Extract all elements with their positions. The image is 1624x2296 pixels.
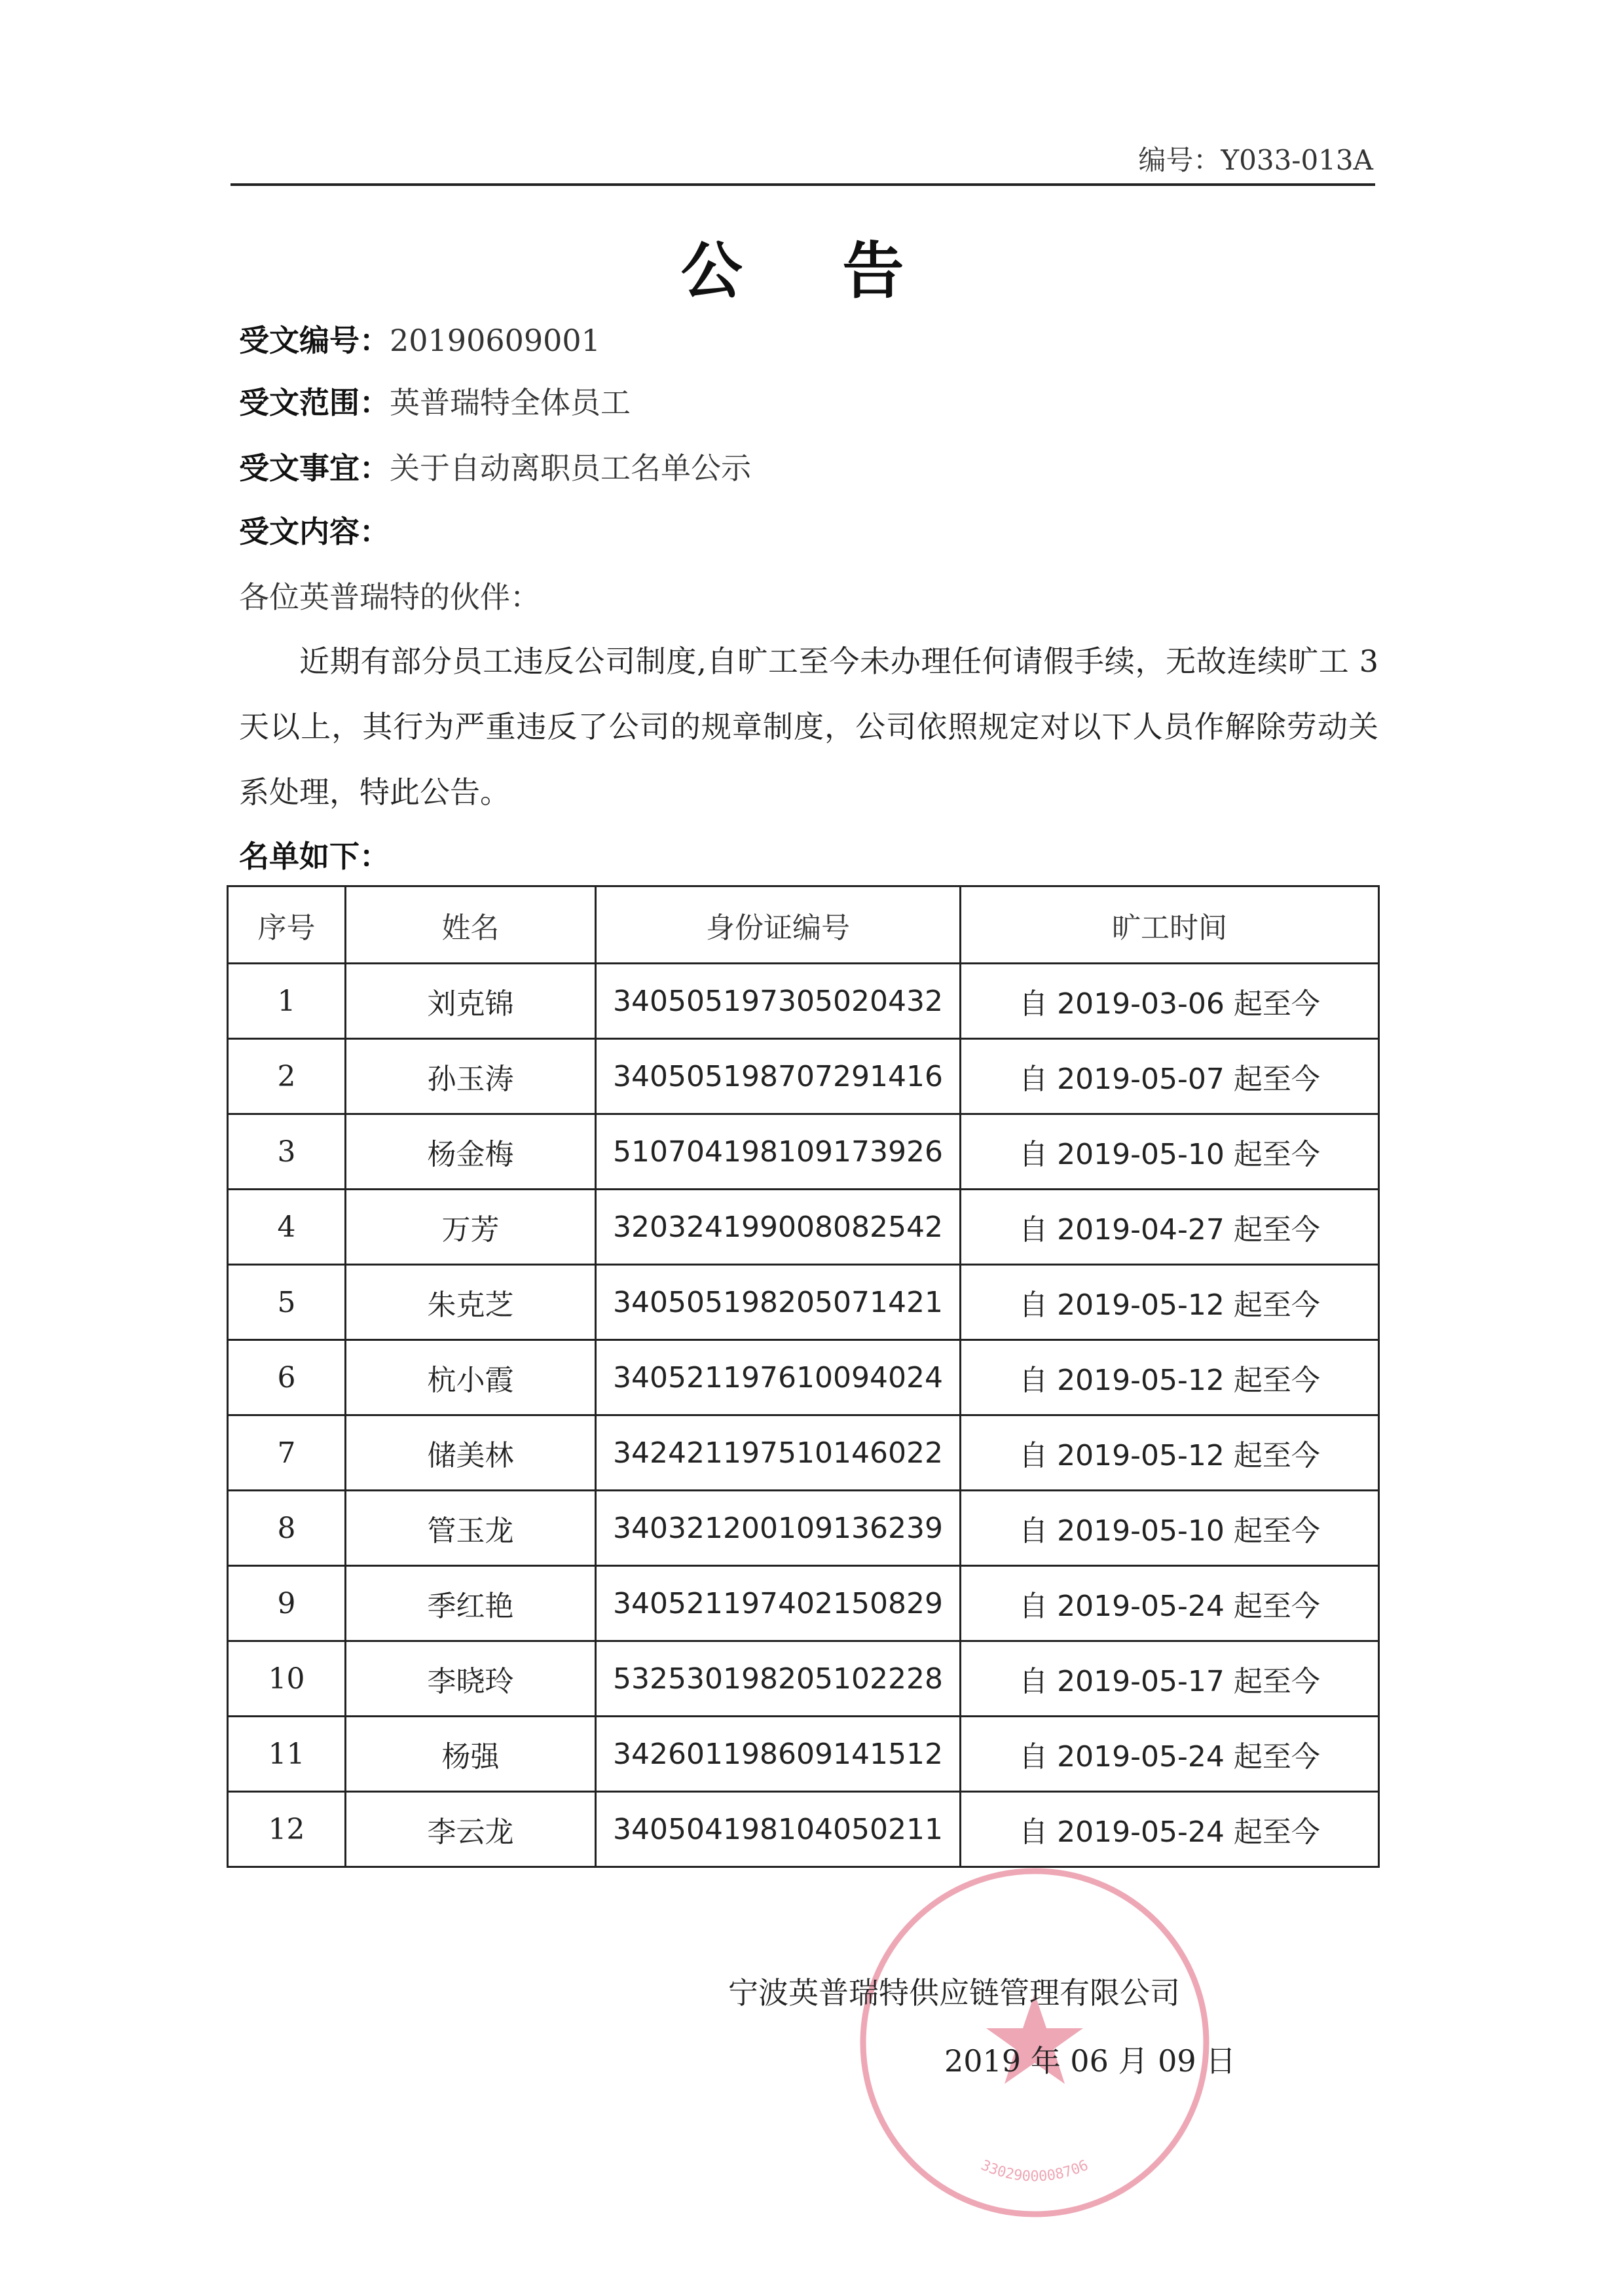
salutation: 各位英普瑞特的伙伴： [239,579,540,615]
row-index-cell: 11 [228,1717,346,1792]
name-cell: 杭小霞 [346,1340,596,1415]
id-cell: 340505198205071421 [596,1265,961,1340]
seal-code: 3302900008706 [978,2157,1091,2185]
time-cell: 自 2019-05-12 起至今 [961,1340,1379,1415]
field-label: 受文编号： [239,323,390,358]
field-subject [239,448,751,488]
page-title: 公 告 [680,236,944,307]
column-header-index: 序号 [228,886,346,964]
id-cell: 340321200109136239 [596,1491,961,1566]
time-cell: 自 2019-05-07 起至今 [961,1039,1379,1114]
field-doc-number [239,321,600,360]
id-cell: 340505198707291416 [596,1039,961,1114]
time-cell: 自 2019-04-27 起至今 [961,1190,1379,1265]
time-cell: 自 2019-05-10 起至今 [961,1114,1379,1190]
name-cell: 李云龙 [346,1792,596,1867]
field-value: 20190609001 [390,323,600,358]
table-row [228,1792,1379,1867]
field-label: 受文事宜： [239,450,390,486]
id-cell: 510704198109173926 [596,1114,961,1190]
row-index-cell: 9 [228,1566,346,1641]
field-scope [239,383,631,422]
time-cell: 自 2019-05-12 起至今 [961,1415,1379,1491]
table-row [228,1491,1379,1566]
id-cell: 340521197610094024 [596,1340,961,1415]
document-number: 编号：Y033-013A [1138,144,1373,176]
id-cell: 342421197510146022 [596,1415,961,1491]
column-header-time: 旷工时间 [961,886,1379,964]
time-cell: 自 2019-03-06 起至今 [961,964,1379,1039]
name-cell: 季红艳 [346,1566,596,1641]
column-header-id: 身份证编号 [596,886,961,964]
table-row [228,1566,1379,1641]
table-row [228,1190,1379,1265]
name-cell: 杨金梅 [346,1114,596,1190]
row-index-cell: 5 [228,1265,346,1340]
field-content [239,512,390,551]
row-index-cell: 7 [228,1415,346,1491]
name-cell: 储美林 [346,1415,596,1491]
name-cell: 万芳 [346,1190,596,1265]
body-paragraph-text: 近期有部分员工违反公司制度,自旷工至今未办理任何请假手续，无故连续旷工 3 天以上，其行为严重违反了公司的规章制度，公司依照规定对以下人员作解除劳动关系处理，特此公告。 [239,644,1378,810]
field-label: 受文范围： [239,385,390,420]
time-cell: 自 2019-05-17 起至今 [961,1641,1379,1717]
row-index-cell: 6 [228,1340,346,1415]
id-cell: 340504198104050211 [596,1792,961,1867]
row-index-cell: 3 [228,1114,346,1190]
row-index-cell: 2 [228,1039,346,1114]
time-cell: 自 2019-05-12 起至今 [961,1265,1379,1340]
table-header-row [228,886,1379,964]
id-cell: 320324199008082542 [596,1190,961,1265]
signature-date: 2019 年 06 月 09 日 [944,2043,1236,2079]
id-cell: 340521197402150829 [596,1566,961,1641]
row-index-cell: 4 [228,1190,346,1265]
time-cell: 自 2019-05-10 起至今 [961,1491,1379,1566]
name-cell: 杨强 [346,1717,596,1792]
company-name: 宁波英普瑞特供应链管理有限公司 [728,1975,1180,2011]
column-header-name: 姓名 [346,886,596,964]
id-cell: 532530198205102228 [596,1641,961,1717]
id-cell: 340505197305020432 [596,964,961,1039]
table-row [228,964,1379,1039]
table-row [228,1717,1379,1792]
roster-table [227,885,1380,1868]
list-heading: 名单如下： [239,839,390,874]
table-row [228,1265,1379,1340]
row-index-cell: 8 [228,1491,346,1566]
table-row [228,1415,1379,1491]
name-cell: 朱克芝 [346,1265,596,1340]
row-index-cell: 12 [228,1792,346,1867]
id-cell: 342601198609141512 [596,1717,961,1792]
body-paragraph [239,629,1378,825]
name-cell: 李晓玲 [346,1641,596,1717]
name-cell: 孙玉涛 [346,1039,596,1114]
name-cell: 管玉龙 [346,1491,596,1566]
field-value: 关于自动离职员工名单公示 [390,450,751,486]
time-cell: 自 2019-05-24 起至今 [961,1717,1379,1792]
name-cell: 刘克锦 [346,964,596,1039]
field-value: 英普瑞特全体员工 [390,385,631,420]
table-row [228,1039,1379,1114]
row-index-cell: 10 [228,1641,346,1717]
time-cell: 自 2019-05-24 起至今 [961,1792,1379,1867]
table-row [228,1114,1379,1190]
table-row [228,1340,1379,1415]
table-row [228,1641,1379,1717]
time-cell: 自 2019-05-24 起至今 [961,1566,1379,1641]
field-label: 受文内容： [239,514,390,549]
header-rule [231,183,1375,186]
row-index-cell: 1 [228,964,346,1039]
table-body [228,964,1379,1867]
